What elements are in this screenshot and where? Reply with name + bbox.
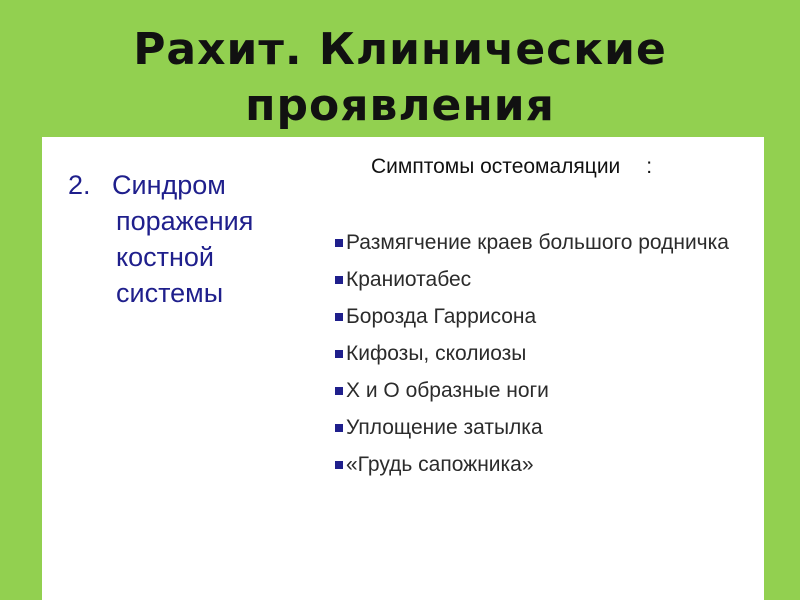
syndrome-title-rest: поражения костной системы <box>116 206 254 308</box>
symptom-text: Размягчение краев большого родничка <box>346 231 729 254</box>
syndrome-title-first-line: Синдром <box>112 170 226 200</box>
symptom-text: Х и О образные ноги <box>346 379 549 402</box>
square-bullet-icon <box>335 387 343 395</box>
symptom-item <box>332 375 752 406</box>
symptom-item <box>332 227 752 258</box>
symptom-item <box>332 264 752 295</box>
square-bullet-icon <box>335 239 343 247</box>
symptom-item <box>332 338 752 369</box>
symptom-text: Уплощение затылка <box>346 416 543 439</box>
symptoms-heading <box>371 153 652 181</box>
symptom-list <box>332 227 752 486</box>
content-panel <box>42 137 764 600</box>
square-bullet-icon <box>335 424 343 432</box>
syndrome-title <box>114 167 314 311</box>
square-bullet-icon <box>335 350 343 358</box>
symptom-text: Кифозы, сколиозы <box>346 342 527 365</box>
symptom-item <box>332 301 752 332</box>
symptom-item <box>332 449 752 480</box>
symptom-item <box>332 412 752 443</box>
symptom-text: Борозда Гаррисона <box>346 305 537 328</box>
symptom-text: «Грудь сапожника» <box>346 453 534 476</box>
square-bullet-icon <box>335 276 343 284</box>
symptom-text: Краниотабес <box>346 268 472 291</box>
slide-title: Рахит. Клинические проявления <box>133 24 667 131</box>
square-bullet-icon <box>335 461 343 469</box>
symptoms-heading-colon: : <box>646 155 653 178</box>
symptoms-heading-text: Симптомы остеомаляции <box>371 155 621 178</box>
square-bullet-icon <box>335 313 343 321</box>
syndrome-number: 2. <box>68 170 91 200</box>
